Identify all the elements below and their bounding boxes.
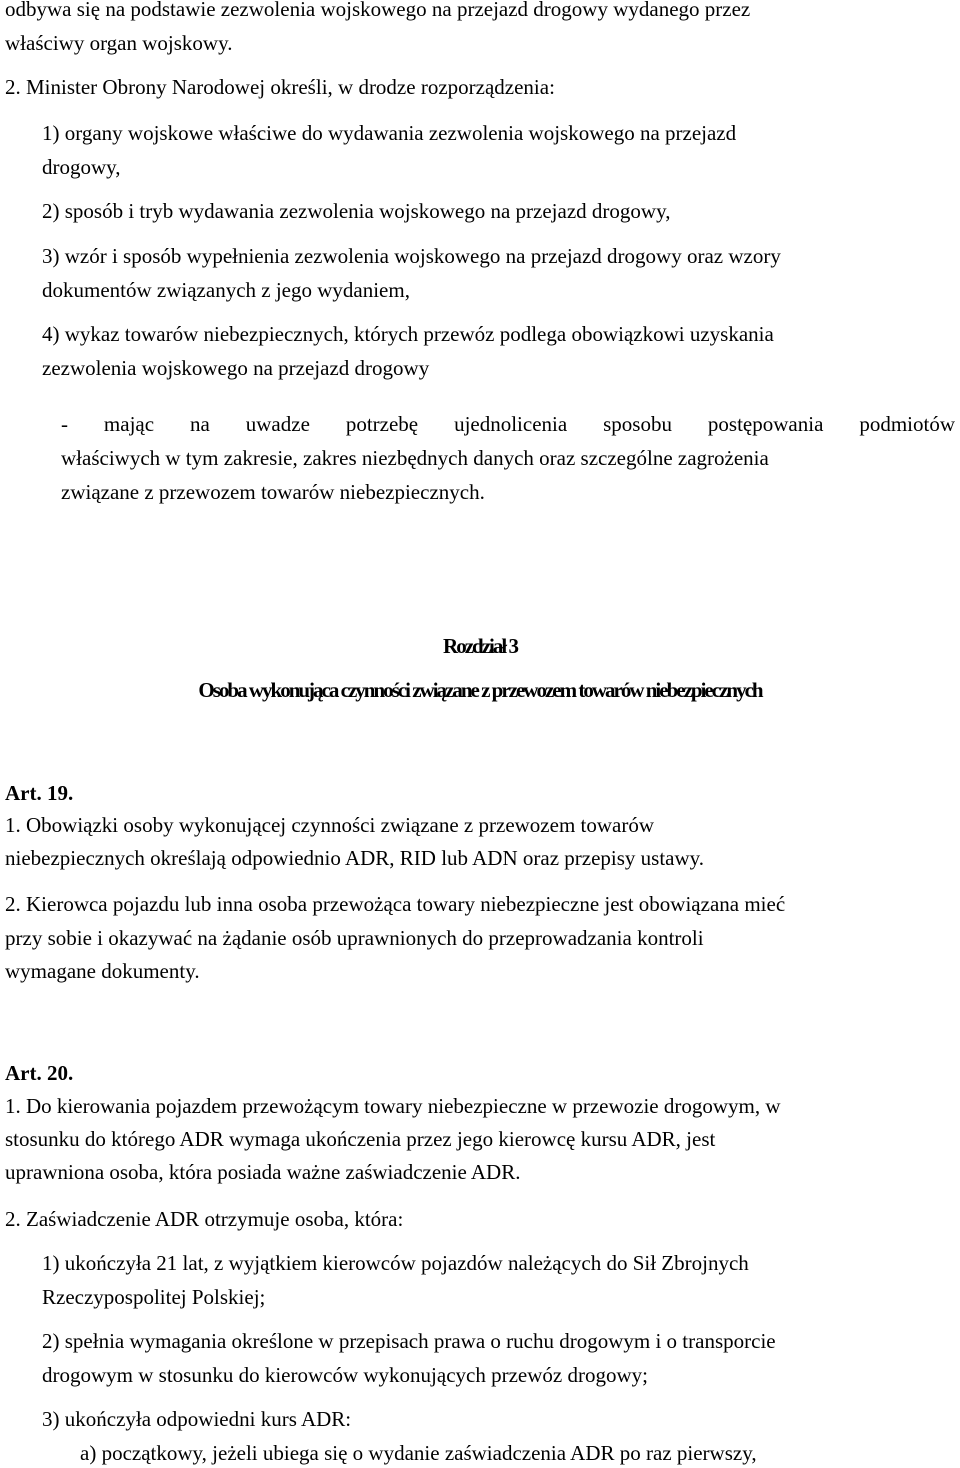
art20-p1-line-1: 1. Do kierowania pojazdem przewożącym towary niebezpieczne w przewozie drogowym, w — [5, 1094, 781, 1118]
intro-line-1: odbywa się na podstawie zezwolenia wojskowego na przejazd drogowy wydanego przez — [5, 0, 751, 21]
art20-p2-item-2-line-1: 2) spełnia wymagania określone w przepisach prawa o ruchu drogowym i o transporcie — [42, 1329, 776, 1353]
art19-heading: Art. 19. — [5, 781, 74, 805]
closing-line-1: - mając na uwadze potrzebę ujednolicenia sposobu postępowania podmiotów — [61, 412, 955, 436]
point2-item-2-line-1: 2) sposób i tryb wydawania zezwolenia wojskowego na przejazd drogowy, — [42, 199, 671, 223]
point2-title: 2. Minister Obrony Narodowej określi, w drodze rozporządzenia: — [5, 75, 555, 99]
art19-p2-line-3: wymagane dokumenty. — [5, 959, 200, 983]
art20-p2-item-3-line-1: 3) ukończyła odpowiedni kurs ADR: — [42, 1407, 352, 1431]
art20-p1-line-2: stosunku do którego ADR wymaga ukończenia przez jego kierowcę kursu ADR, jest — [5, 1127, 716, 1151]
art19-p2-line-2: przy sobie i okazywać na żądanie osób uprawnionych do przeprowadzania kontroli — [5, 926, 704, 950]
point2-item-4-line-1: 4) wykaz towarów niebezpiecznych, których przewóz podlega obowiązkowi uzyskania — [42, 322, 774, 346]
art19-p2-line-1: 2. Kierowca pojazdu lub inna osoba przewożąca towary niebezpieczne jest obowiązana mieć — [5, 892, 786, 916]
intro-line-2: właściwy organ wojskowy. — [5, 31, 233, 55]
art20-p2-item-1-line-1: 1) ukończyła 21 lat, z wyjątkiem kierowców pojazdów należących do Sił Zbrojnych — [42, 1251, 749, 1275]
art19-p1-line-2: niebezpiecznych określają odpowiednio ADR, RID lub ADN oraz przepisy ustawy. — [5, 846, 705, 870]
art20-p2-item-2-line-2: drogowym w stosunku do kierowców wykonujących przewóz drogowy; — [42, 1363, 648, 1387]
art20-p2-item-1-line-2: Rzeczypospolitej Polskiej; — [42, 1285, 266, 1309]
closing-line-3: związane z przewozem towarów niebezpiecznych. — [61, 480, 485, 504]
art20-p2-title: 2. Zaświadczenie ADR otrzymuje osoba, która: — [5, 1207, 404, 1231]
chapter-title: Osoba wykonująca czynności związane z przewozem towarów niebezpiecznych — [198, 678, 762, 702]
art20-sub-item-a: a) początkowy, jeżeli ubiega się o wydanie zaświadczenia ADR po raz pierwszy, — [80, 1441, 757, 1465]
point2-item-1-line-2: drogowy, — [42, 155, 121, 179]
point2-item-4-line-2: zezwolenia wojskowego na przejazd drogowy — [42, 356, 430, 380]
art20-p1-line-3: uprawniona osoba, która posiada ważne zaświadczenie ADR. — [5, 1160, 521, 1184]
art19-p1-line-1: 1. Obowiązki osoby wykonującej czynności związane z przewozem towarów — [5, 813, 655, 837]
point2-item-3-line-1: 3) wzór i sposób wypełnienia zezwolenia wojskowego na przejazd drogowy oraz wzory — [42, 244, 781, 268]
closing-line-2: właściwych w tym zakresie, zakres niezbędnych danych oraz szczególne zagrożenia — [61, 446, 769, 470]
art20-heading: Art. 20. — [5, 1061, 74, 1085]
point2-item-3-line-2: dokumentów związanych z jego wydaniem, — [42, 278, 410, 302]
point2-item-1-line-1: 1) organy wojskowe właściwe do wydawania zezwolenia wojskowego na przejazd — [42, 121, 737, 145]
chapter-number: Rozdział 3 — [443, 634, 517, 658]
